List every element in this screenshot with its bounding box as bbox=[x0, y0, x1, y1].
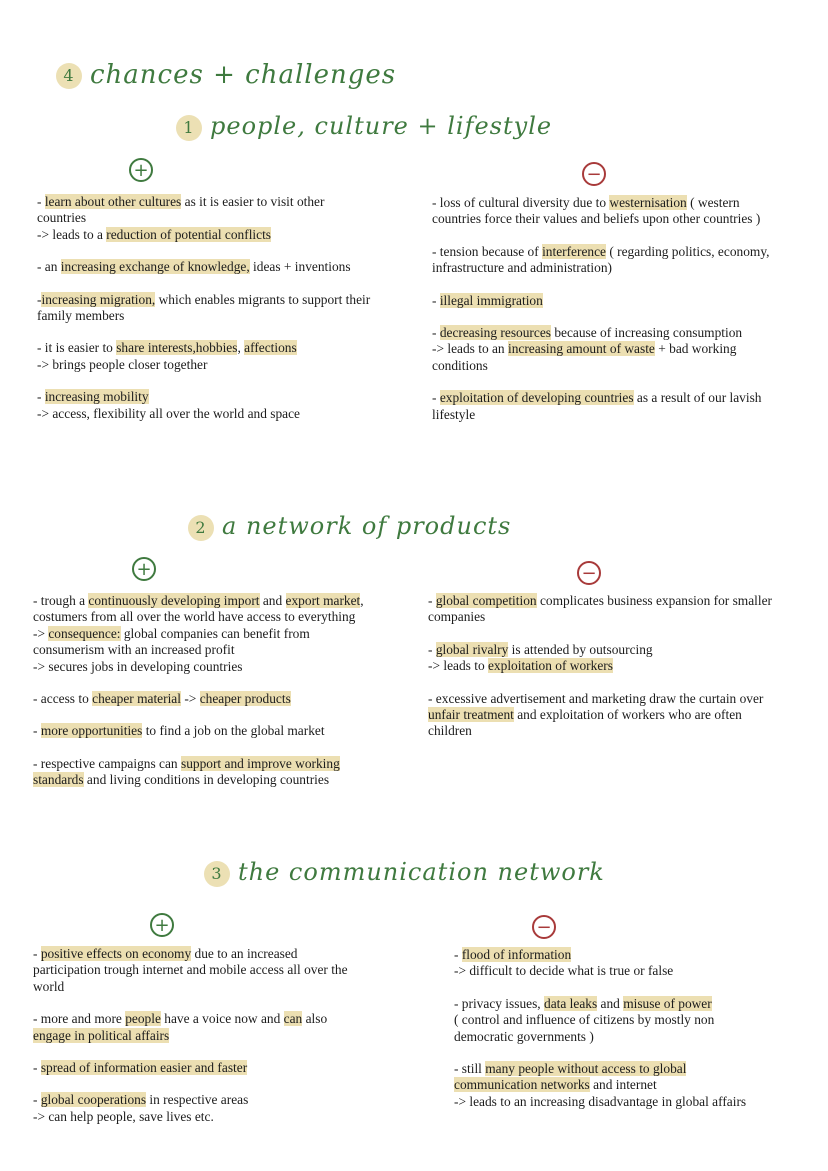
text: ( western countries force their values and beliefs upon other countries ) bbox=[432, 195, 761, 227]
text: -> brings people closer together bbox=[37, 356, 208, 372]
text: and internet bbox=[589, 1077, 657, 1093]
list-item bbox=[432, 390, 782, 423]
section-2-number: 2 bbox=[188, 515, 214, 541]
list-item bbox=[432, 325, 782, 374]
list-item bbox=[432, 244, 782, 277]
text: - bbox=[33, 946, 41, 961]
section-2-cons bbox=[428, 593, 773, 756]
text: global companies can benefit from consumerism with an increased profit bbox=[33, 625, 310, 658]
list-item bbox=[33, 946, 368, 995]
text: complicates business expansion for smaller companies bbox=[428, 593, 773, 625]
highlighted-text: spread of information easier and faster bbox=[40, 1060, 248, 1076]
highlighted-text: affections bbox=[244, 340, 297, 356]
section-3-pros bbox=[33, 946, 368, 1141]
text: and bbox=[597, 995, 624, 1011]
text: -> bbox=[180, 691, 200, 707]
text: , costumers from all over the world have access to everything bbox=[33, 593, 364, 625]
list-item bbox=[37, 292, 372, 325]
text: -> leads to an increasing disadvantage in global affairs bbox=[454, 1093, 747, 1109]
section-1-number: 1 bbox=[176, 115, 202, 141]
section-1-title: people, culture + lifestyle bbox=[210, 112, 553, 140]
list-item bbox=[37, 389, 372, 422]
text: - bbox=[432, 325, 440, 341]
text: -> secures jobs in developing countries bbox=[33, 658, 243, 674]
text: - bbox=[33, 723, 41, 739]
text: and bbox=[259, 593, 286, 608]
minus-icon: − bbox=[532, 915, 556, 939]
highlighted-text: people bbox=[125, 1011, 161, 1027]
text: ( control and influence of citizens by mostly non democratic governments ) bbox=[454, 1012, 715, 1044]
text: - bbox=[37, 291, 42, 307]
highlighted-text: westernisation bbox=[609, 195, 687, 210]
text: and exploitation of workers who are often children bbox=[428, 707, 742, 739]
highlighted-text: global competition bbox=[435, 593, 537, 608]
text: - excessive advertisement and marketing draw the curtain over bbox=[428, 690, 764, 706]
text: - privacy issues, bbox=[454, 995, 544, 1011]
list-item bbox=[454, 996, 754, 1045]
list-item bbox=[428, 593, 773, 626]
highlighted-text: reduction of potential conflicts bbox=[106, 226, 272, 242]
text: - bbox=[37, 389, 45, 405]
highlighted-text: cheaper material bbox=[92, 691, 181, 707]
text: - access to bbox=[33, 691, 93, 707]
list-item bbox=[454, 1061, 754, 1110]
highlighted-text: exploitation of developing countries bbox=[439, 390, 634, 406]
text: - loss of cultural diversity due to bbox=[432, 195, 610, 210]
text: - bbox=[454, 947, 462, 962]
highlighted-text: global cooperations bbox=[40, 1092, 147, 1108]
highlighted-text: data leaks bbox=[544, 995, 598, 1011]
section-3-number: 3 bbox=[204, 861, 230, 887]
text: and living conditions in developing countries bbox=[83, 772, 330, 788]
text: -> difficult to decide what is true or false bbox=[454, 963, 674, 979]
text: also bbox=[302, 1011, 328, 1027]
section-2-pros bbox=[33, 593, 368, 805]
list-item bbox=[428, 642, 773, 675]
text: - bbox=[428, 593, 436, 608]
header-number: 4 bbox=[56, 63, 82, 89]
minus-icon: − bbox=[582, 162, 606, 186]
highlighted-text: support and improve working standards bbox=[33, 755, 340, 788]
text: - it is easier to bbox=[37, 340, 117, 356]
section-1-cons bbox=[432, 195, 782, 439]
list-item bbox=[33, 691, 368, 707]
text: - an bbox=[37, 259, 61, 275]
highlighted-text: decreasing resources bbox=[439, 325, 551, 341]
text: -> can help people, save lives etc. bbox=[33, 1108, 214, 1124]
text: have a voice now and bbox=[160, 1011, 284, 1027]
text: ( regarding politics, economy, infrastructure and administration) bbox=[432, 243, 770, 276]
highlighted-text: increasing mobility bbox=[44, 389, 149, 405]
highlighted-text: export market bbox=[285, 593, 361, 608]
plus-icon: + bbox=[150, 913, 174, 937]
minus-icon: − bbox=[577, 561, 601, 585]
list-item bbox=[33, 593, 368, 675]
section-2-heading bbox=[188, 512, 511, 541]
text: - trough a bbox=[33, 593, 89, 608]
text: -> access, flexibility all over the world and space bbox=[37, 405, 300, 421]
highlighted-text: flood of information bbox=[461, 947, 572, 962]
text: , bbox=[237, 340, 245, 356]
highlighted-text: learn about other cultures bbox=[44, 194, 182, 209]
plus-icon: + bbox=[129, 158, 153, 182]
header-title: chances + challenges bbox=[90, 60, 397, 90]
highlighted-text: global rivalry bbox=[435, 641, 509, 657]
section-3-heading bbox=[204, 858, 605, 887]
text: - respective campaigns can bbox=[33, 755, 181, 771]
highlighted-text: positive effects on economy bbox=[40, 946, 192, 961]
list-item bbox=[37, 259, 372, 275]
list-item bbox=[33, 756, 368, 789]
highlighted-text: increasing exchange of knowledge, bbox=[60, 259, 250, 275]
highlighted-text: share interests,hobbies bbox=[116, 340, 238, 356]
text: which enables migrants to support their family members bbox=[37, 291, 371, 324]
section-3-cons bbox=[454, 947, 754, 1126]
highlighted-text: more opportunities bbox=[40, 723, 143, 739]
page-title bbox=[56, 60, 396, 90]
list-item bbox=[33, 723, 368, 739]
highlighted-text: misuse of power bbox=[623, 995, 712, 1011]
list-item bbox=[432, 195, 782, 228]
highlighted-text: exploitation of workers bbox=[487, 658, 613, 674]
text: - bbox=[33, 1092, 41, 1108]
text: - more and more bbox=[33, 1011, 126, 1027]
text: - still bbox=[454, 1061, 486, 1077]
text: - bbox=[33, 1060, 41, 1076]
highlighted-text: interference bbox=[542, 243, 606, 259]
text: - bbox=[428, 641, 436, 657]
list-item bbox=[428, 691, 773, 740]
highlighted-text: continuously developing import bbox=[88, 593, 260, 608]
text: in respective areas bbox=[146, 1092, 249, 1108]
text: ideas + inventions bbox=[249, 259, 351, 275]
highlighted-text: cheaper products bbox=[199, 691, 291, 707]
list-item bbox=[454, 947, 754, 980]
text: to find a job on the global market bbox=[142, 723, 325, 739]
highlighted-text: can bbox=[283, 1011, 303, 1027]
text: as a result of our lavish lifestyle bbox=[432, 390, 762, 422]
highlighted-text: increasing amount of waste bbox=[507, 341, 655, 357]
highlighted-text: illegal immigration bbox=[439, 292, 543, 308]
text: - bbox=[432, 292, 440, 308]
list-item bbox=[432, 293, 782, 309]
text: is attended by outsourcing bbox=[508, 641, 653, 657]
highlighted-text: unfair treatment bbox=[428, 707, 514, 723]
text: -> leads to bbox=[428, 658, 488, 674]
text: due to an increased participation trough internet and mobile access all over the world bbox=[33, 946, 348, 994]
section-1-heading bbox=[176, 112, 552, 141]
text: + bad working conditions bbox=[432, 341, 737, 373]
text: - bbox=[432, 390, 440, 406]
list-item bbox=[33, 1011, 368, 1044]
highlighted-text: many people without access to global communication networks bbox=[454, 1061, 687, 1093]
text: because of increasing consumption bbox=[550, 325, 743, 341]
text: -> leads to a bbox=[37, 226, 107, 242]
plus-icon: + bbox=[132, 557, 156, 581]
list-item bbox=[33, 1092, 368, 1125]
highlighted-text: increasing migration, bbox=[41, 291, 156, 307]
text: as it is easier to visit other countries bbox=[37, 194, 325, 226]
text: -> leads to an bbox=[432, 341, 508, 357]
section-2-title: a network of products bbox=[222, 512, 512, 540]
highlighted-text: consequence: bbox=[48, 625, 121, 641]
list-item bbox=[37, 194, 372, 243]
list-item bbox=[37, 340, 372, 373]
highlighted-text: engage in political affairs bbox=[33, 1027, 170, 1043]
text: - tension because of bbox=[432, 243, 543, 259]
section-1-pros bbox=[37, 194, 372, 438]
section-3-title: the communication network bbox=[238, 858, 605, 886]
list-item bbox=[33, 1060, 368, 1076]
text: - bbox=[37, 194, 45, 209]
text: -> bbox=[33, 625, 49, 641]
